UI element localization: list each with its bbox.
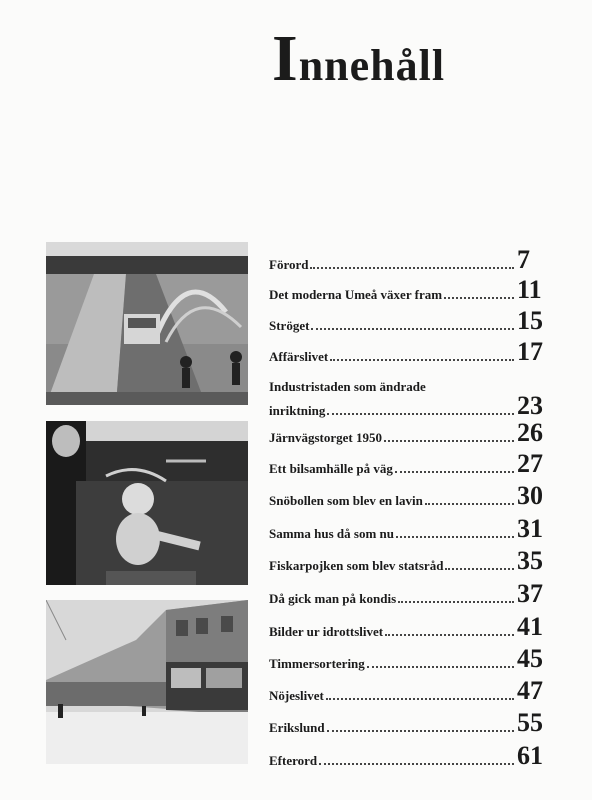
title-rest: nnehåll xyxy=(298,41,446,90)
toc-page-number: 47 xyxy=(517,676,543,705)
toc-label: Fiskarpojken som blev statsråd xyxy=(269,558,444,573)
photo-bridge xyxy=(46,242,248,405)
toc-page-number: 7 xyxy=(517,245,530,274)
toc-leader xyxy=(395,471,514,473)
toc-entry xyxy=(269,245,549,274)
toc-leader xyxy=(385,634,514,636)
toc-leader xyxy=(425,503,514,505)
toc-label-line1: Industristaden som ändrade xyxy=(269,379,426,394)
toc-leader xyxy=(311,328,514,330)
toc-leader xyxy=(319,763,514,765)
photo-bridge-image xyxy=(46,242,248,405)
photo-street xyxy=(46,600,248,764)
toc-leader xyxy=(444,297,514,299)
toc-entry xyxy=(269,514,549,543)
toc-leader xyxy=(398,601,514,603)
toc-page-number: 23 xyxy=(517,391,543,420)
toc-leader xyxy=(326,698,514,700)
toc-page-number: 55 xyxy=(517,708,543,737)
toc-entry xyxy=(269,481,549,510)
toc-label: Bilder ur idrottslivet xyxy=(269,624,384,639)
toc-entry xyxy=(269,612,549,641)
toc-entry xyxy=(269,306,549,335)
toc-entry xyxy=(269,741,549,770)
toc-label: Ströget xyxy=(269,318,310,333)
toc-page-number: 15 xyxy=(517,306,543,335)
toc-page-number: 26 xyxy=(517,418,543,447)
toc-page-number: 30 xyxy=(517,481,543,510)
toc-label: Affärslivet xyxy=(269,349,329,364)
toc-entry xyxy=(269,418,549,447)
toc-entry xyxy=(269,708,549,737)
toc-page-number: 37 xyxy=(517,579,543,608)
toc-label: Det moderna Umeå växer fram xyxy=(269,287,443,302)
toc-page-number: 17 xyxy=(517,337,543,366)
toc-page-number: 31 xyxy=(517,514,543,543)
toc-page-number: 35 xyxy=(517,546,543,575)
toc-entry xyxy=(269,275,549,304)
toc-page-number: 41 xyxy=(517,612,543,641)
toc-label: Nöjeslivet xyxy=(269,688,324,703)
photo-baby-image xyxy=(46,421,248,585)
toc-page-number: 45 xyxy=(517,644,543,673)
toc-label: Efterord xyxy=(269,753,318,768)
toc-label: Erikslund xyxy=(269,720,325,735)
toc-label: Snöbollen som blev en lavin xyxy=(269,493,423,508)
toc-label: Järnvägstorget 1950 xyxy=(269,430,383,445)
toc-entry xyxy=(269,379,549,418)
toc-leader xyxy=(330,359,514,361)
toc-leader xyxy=(445,568,514,570)
toc-label: Ett bilsamhälle på väg xyxy=(269,461,393,476)
page-title xyxy=(272,22,446,95)
toc-leader xyxy=(327,730,514,732)
toc-entry xyxy=(269,546,549,575)
toc-entry xyxy=(269,337,549,366)
toc-page-number: 27 xyxy=(517,449,543,478)
toc-label: Samma hus då som nu xyxy=(269,526,394,541)
toc-entry xyxy=(269,644,549,673)
toc-label: Timmersortering xyxy=(269,656,365,671)
toc-leader xyxy=(327,413,514,415)
toc-leader xyxy=(384,440,514,442)
toc-entry xyxy=(269,579,549,608)
toc-label: Då gick man på kondis xyxy=(269,591,397,606)
photo-street-image xyxy=(46,600,248,764)
toc-page-number: 61 xyxy=(517,741,543,770)
title-initial: I xyxy=(272,22,299,95)
toc-leader xyxy=(396,536,514,538)
toc-leader xyxy=(367,666,514,668)
toc-label: Förord xyxy=(269,257,309,272)
toc-label-line2: inriktning xyxy=(269,403,326,418)
photo-baby xyxy=(46,421,248,585)
toc-page-number: 11 xyxy=(517,275,542,304)
toc-leader xyxy=(310,267,514,269)
toc-entry xyxy=(269,449,549,478)
toc-entry xyxy=(269,676,549,705)
